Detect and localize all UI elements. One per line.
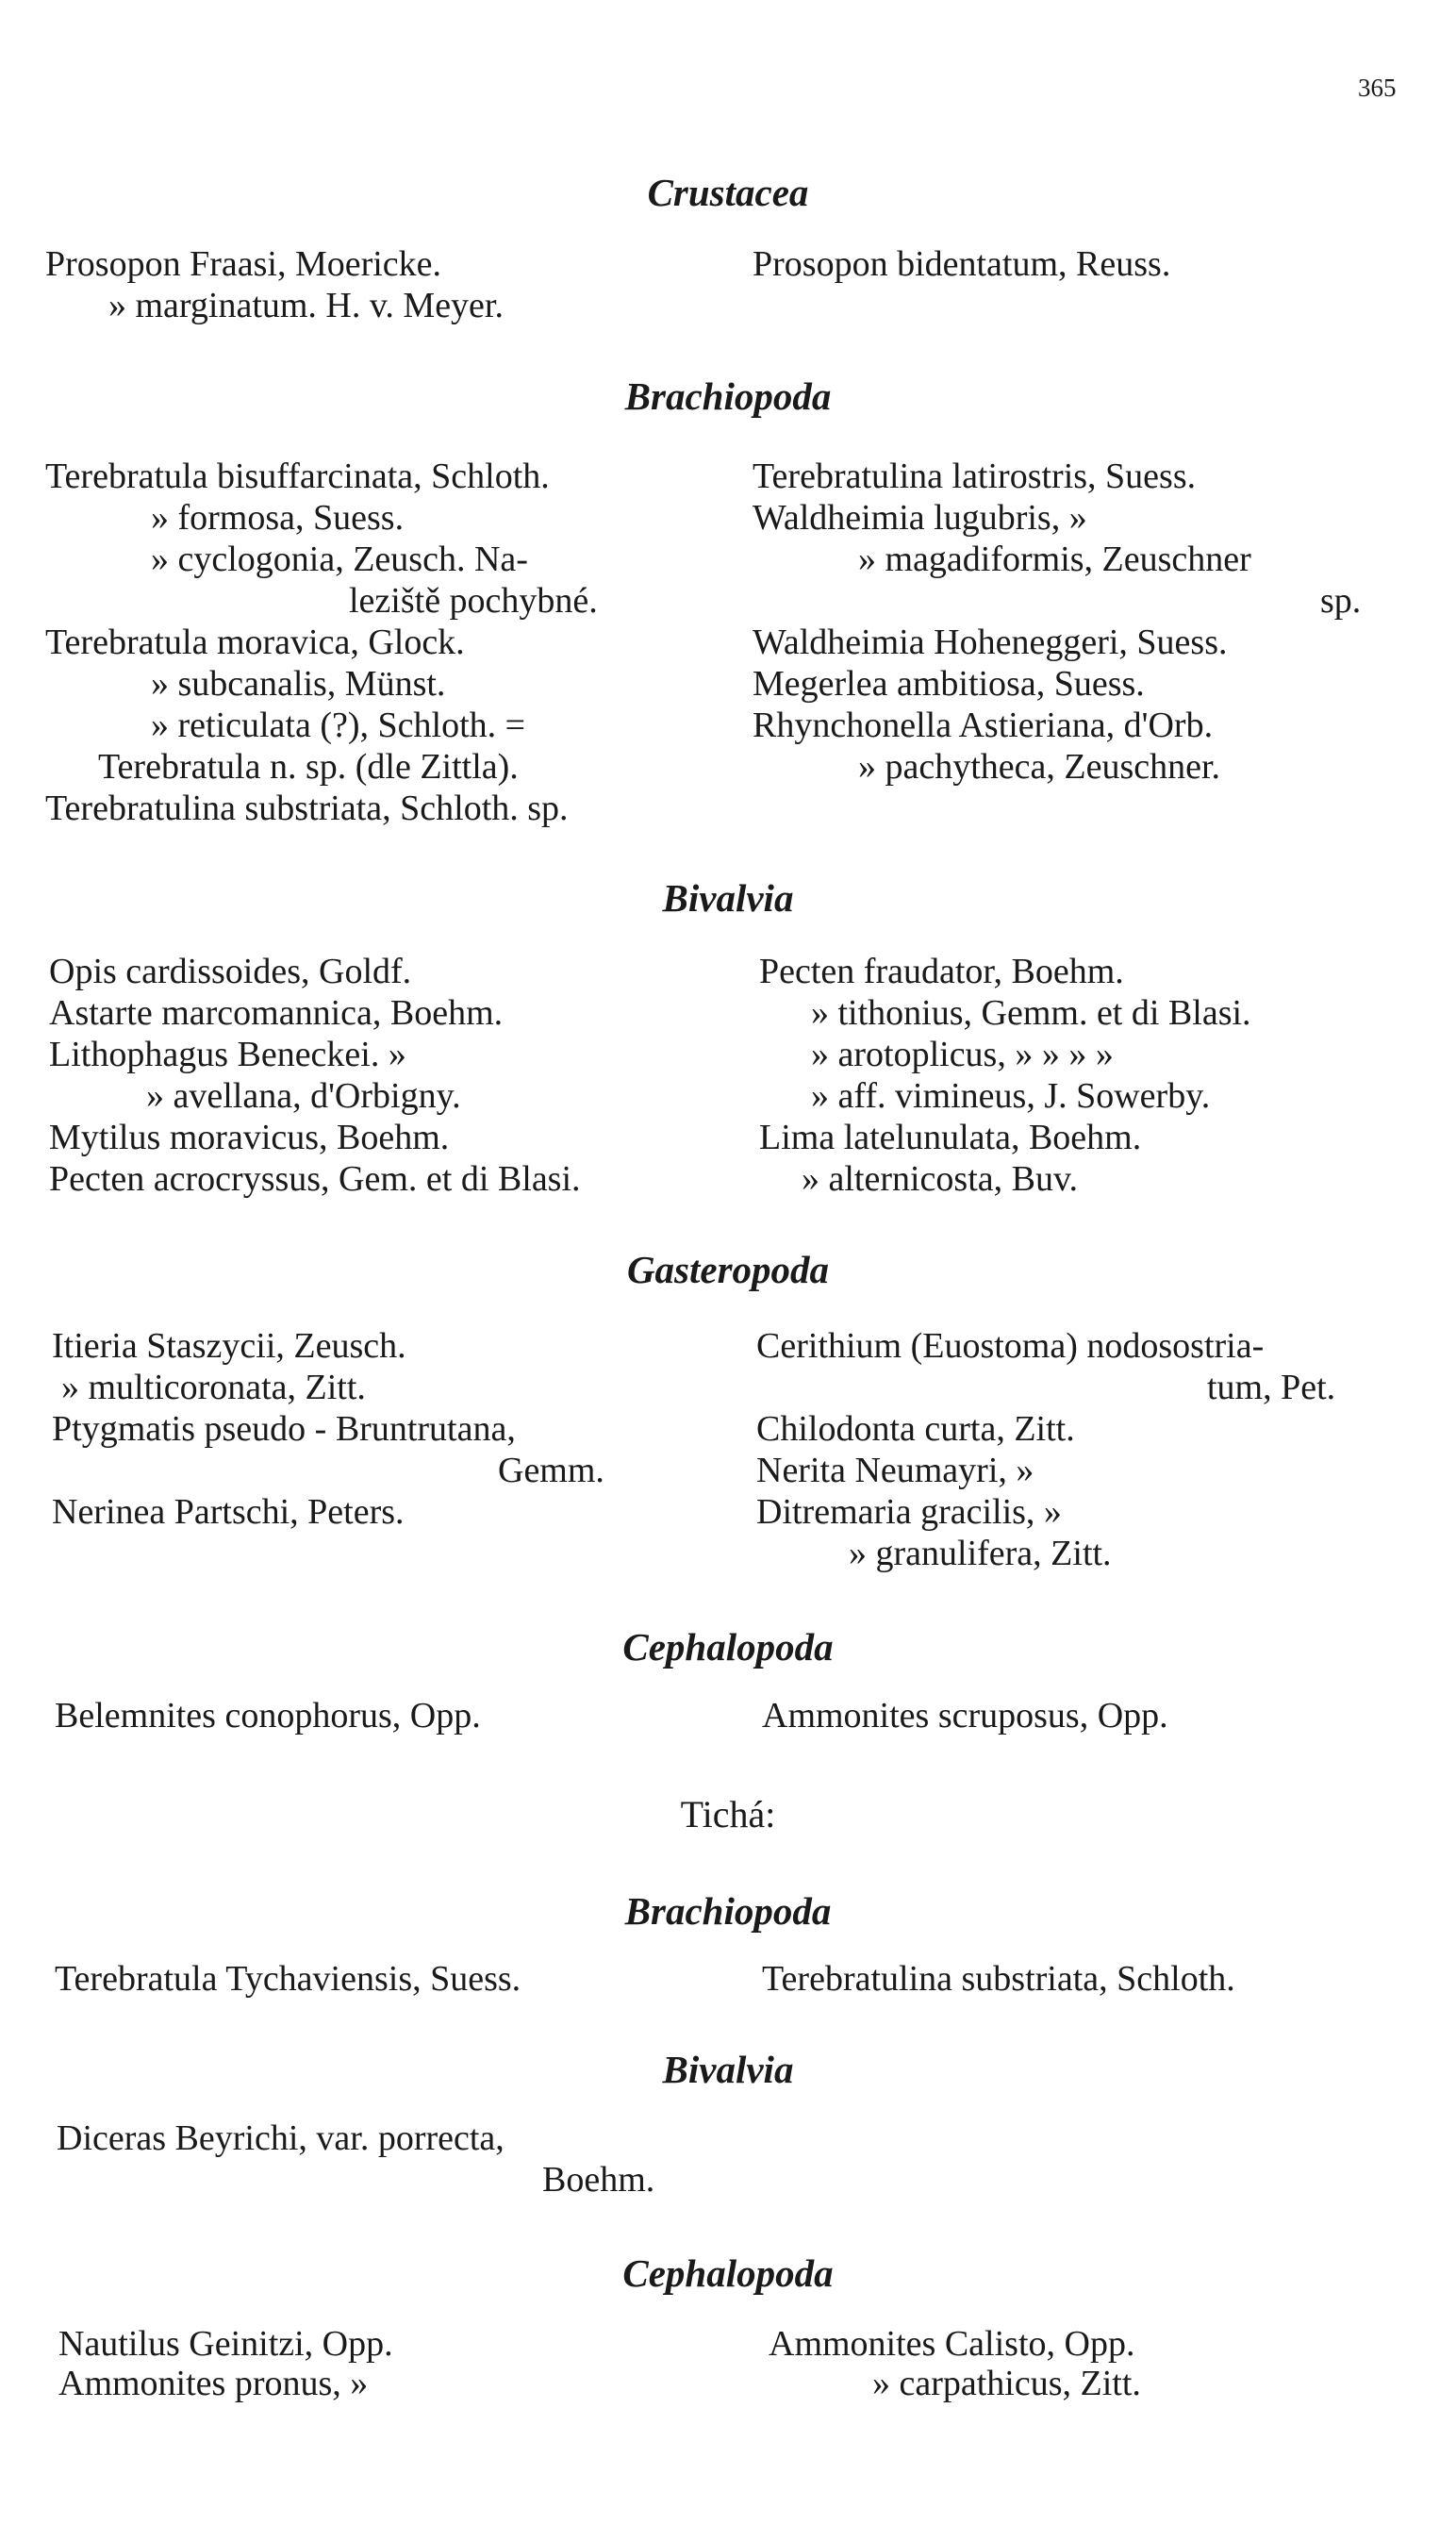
list-item: Cerithium (Euostoma) nodosostria- bbox=[756, 1326, 1265, 1366]
list-item: Boehm. bbox=[542, 2160, 655, 2200]
section-heading-crustacea: Crustacea bbox=[647, 171, 809, 214]
list-item: sp. bbox=[1320, 581, 1362, 621]
list-item: » cyclogonia, Zeusch. Na- bbox=[151, 540, 528, 579]
list-item: Ditremaria gracilis, » bbox=[756, 1492, 1062, 1532]
list-item: Rhynchonella Astieriana, d'Orb. bbox=[753, 706, 1214, 745]
list-item: Terebratula moravica, Glock. bbox=[45, 623, 465, 662]
list-item: Itieria Staszycii, Zeusch. bbox=[52, 1326, 406, 1366]
list-item: Ammonites scruposus, Opp. bbox=[762, 1696, 1168, 1736]
list-item: » arotoplicus, » » » » bbox=[811, 1035, 1114, 1074]
list-item: » formosa, Suess. bbox=[151, 498, 405, 538]
list-item: Chilodonta curta, Zitt. bbox=[756, 1409, 1075, 1449]
list-item: Ptygmatis pseudo - Bruntrutana, bbox=[52, 1409, 516, 1449]
list-item: Terebratula n. sp. (dle Zittla). bbox=[98, 747, 519, 787]
list-item: Nerita Neumayri, » bbox=[756, 1451, 1034, 1490]
section-heading-bivalvia: Bivalvia bbox=[662, 876, 794, 920]
list-item: Prosopon Fraasi, Moericke. bbox=[45, 244, 442, 284]
section-heading-cephalopoda: Cephalopoda bbox=[622, 1625, 834, 1669]
list-item: » carpathicus, Zitt. bbox=[872, 2364, 1141, 2403]
list-item: Nerinea Partschi, Peters. bbox=[52, 1492, 405, 1532]
list-item: Ammonites Calisto, Opp. bbox=[769, 2324, 1135, 2364]
list-item: Terebratulina substriata, Schloth. sp. bbox=[45, 789, 569, 828]
list-item: » avellana, d'Orbigny. bbox=[146, 1076, 461, 1116]
list-item: » granulifera, Zitt. bbox=[849, 1534, 1112, 1573]
section-heading-brachiopoda-2: Brachiopoda bbox=[624, 1889, 832, 1933]
list-item: Terebratula Tychaviensis, Suess. bbox=[55, 1959, 521, 1999]
list-item: Megerlea ambitiosa, Suess. bbox=[753, 664, 1145, 704]
list-item: Opis cardissoides, Goldf. bbox=[49, 952, 412, 991]
list-item: Terebratulina substriata, Schloth. bbox=[762, 1959, 1235, 1999]
list-item: » subcanalis, Münst. bbox=[151, 664, 446, 704]
list-item: Terebratula bisuffarcinata, Schloth. bbox=[45, 457, 550, 496]
locality-heading: Tichá: bbox=[680, 1793, 776, 1835]
list-item: » multicoronata, Zitt. bbox=[61, 1368, 366, 1407]
page-number: 365 bbox=[1358, 74, 1397, 102]
list-item: » magadiformis, Zeuschner bbox=[858, 540, 1251, 579]
list-item: Lima latelunulata, Boehm. bbox=[759, 1118, 1142, 1157]
list-item: Ammonites pronus, » bbox=[58, 2364, 369, 2403]
section-heading-gasteropoda: Gasteropoda bbox=[626, 1248, 830, 1291]
list-item: Gemm. bbox=[498, 1451, 604, 1490]
section-heading-brachiopoda: Brachiopoda bbox=[624, 374, 832, 418]
list-item: » marginatum. H. v. Meyer. bbox=[108, 286, 504, 325]
list-item: » reticulata (?), Schloth. = bbox=[151, 706, 526, 745]
list-item: » aff. vimineus, J. Sowerby. bbox=[811, 1076, 1211, 1116]
list-item: Lithophagus Beneckei. » bbox=[49, 1035, 406, 1074]
section-heading-cephalopoda-2: Cephalopoda bbox=[622, 2251, 834, 2295]
list-item: Mytilus moravicus, Boehm. bbox=[49, 1118, 450, 1157]
list-item: Pecten acrocryssus, Gem. et di Blasi. bbox=[49, 1159, 581, 1199]
list-item: leziště pochybné. bbox=[349, 581, 598, 621]
list-item: Prosopon bidentatum, Reuss. bbox=[753, 244, 1171, 284]
list-item: » alternicosta, Buv. bbox=[802, 1159, 1079, 1199]
list-item: Pecten fraudator, Boehm. bbox=[759, 952, 1124, 991]
list-item: Diceras Beyrichi, var. porrecta, bbox=[57, 2118, 505, 2158]
list-item: » tithonius, Gemm. et di Blasi. bbox=[811, 993, 1251, 1033]
list-item: tum, Pet. bbox=[1207, 1368, 1336, 1407]
list-item: Belemnites conophorus, Opp. bbox=[55, 1696, 481, 1736]
list-item: Nautilus Geinitzi, Opp. bbox=[58, 2324, 393, 2364]
list-item: Waldheimia lugubris, » bbox=[753, 498, 1087, 538]
list-item: » pachytheca, Zeuschner. bbox=[858, 747, 1221, 787]
section-heading-bivalvia-2: Bivalvia bbox=[662, 2048, 794, 2091]
list-item: Terebratulina latirostris, Suess. bbox=[753, 457, 1197, 496]
list-item: Astarte marcomannica, Boehm. bbox=[49, 993, 504, 1033]
list-item: Waldheimia Hoheneggeri, Suess. bbox=[753, 623, 1228, 662]
